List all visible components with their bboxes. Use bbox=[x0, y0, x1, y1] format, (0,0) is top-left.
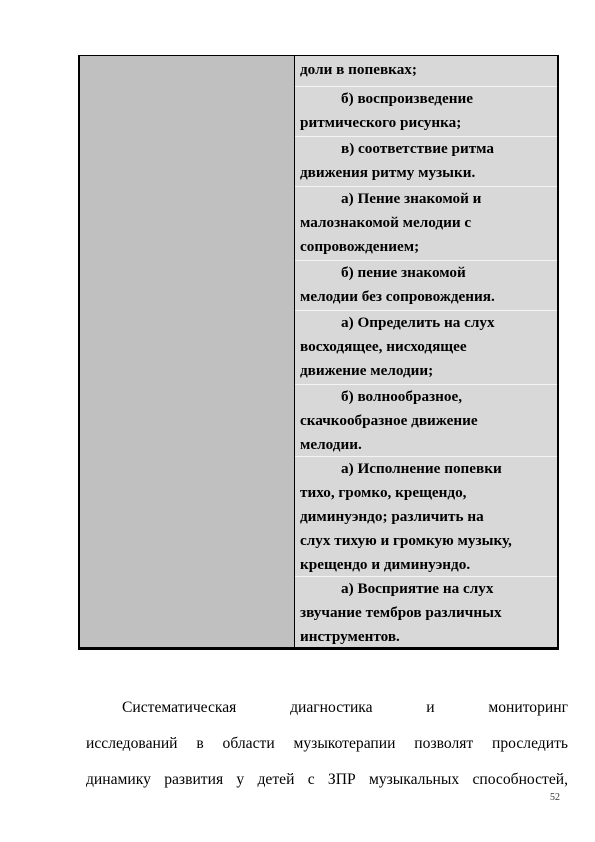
cell-line: а) Пение знакомой и bbox=[341, 190, 482, 207]
cell-line: б) воспроизведение bbox=[341, 90, 473, 107]
cell-line: а) Определить на слух bbox=[341, 314, 495, 331]
cell-line: восходящее, нисходящее bbox=[300, 338, 467, 355]
cell-line: а) Исполнение попевки bbox=[341, 460, 502, 477]
page-number: 52 bbox=[550, 792, 560, 803]
cell-line: б) волнообразное, bbox=[341, 388, 463, 405]
criteria-table bbox=[78, 55, 559, 650]
cell-line: движения ритму музыки. bbox=[300, 164, 476, 181]
table-cell bbox=[295, 136, 557, 185]
table-cell bbox=[295, 384, 557, 457]
cell-line: звучание тембров различных bbox=[300, 604, 502, 621]
cell-line: доли в попевках; bbox=[300, 61, 417, 78]
paragraph-line: исследований в области музыкотерапии позволят проследить bbox=[86, 735, 568, 752]
cell-line: в) соответствие ритма bbox=[341, 140, 495, 157]
table-cell bbox=[295, 58, 557, 82]
cell-line: слух тихую и громкую музыку, bbox=[300, 532, 512, 549]
cell-line: инструментов. bbox=[300, 628, 400, 645]
table-cell bbox=[295, 310, 557, 383]
cell-line: ритмического рисунка; bbox=[300, 114, 462, 131]
table-right-column bbox=[295, 56, 557, 647]
cell-line: скачкообразное движение bbox=[300, 412, 478, 429]
table-left-column bbox=[80, 56, 295, 647]
cell-line: б) пение знакомой bbox=[341, 264, 466, 281]
paragraph-line: Систематическая диагностика и мониторинг bbox=[122, 699, 568, 716]
table-cell bbox=[295, 186, 557, 259]
table-cell bbox=[295, 86, 557, 135]
table-cell bbox=[295, 260, 557, 309]
paragraph-line: динамику развития у детей с ЗПР музыкальных способностей, bbox=[86, 771, 568, 788]
cell-line: мелодии без сопровождения. bbox=[300, 288, 495, 305]
table-cell bbox=[295, 456, 557, 577]
cell-line: малознакомой мелодии с bbox=[300, 214, 472, 231]
cell-line: сопровождением; bbox=[300, 238, 420, 255]
table-cell bbox=[295, 576, 557, 649]
cell-line: мелодии. bbox=[300, 436, 362, 453]
cell-line: тихо, громко, крещендо, bbox=[300, 484, 467, 501]
cell-line: а) Восприятие на слух bbox=[341, 580, 494, 597]
cell-line: движение мелодии; bbox=[300, 362, 434, 379]
cell-line: крещендо и диминуэндо. bbox=[300, 556, 471, 573]
cell-line: диминуэндо; различить на bbox=[300, 508, 484, 525]
